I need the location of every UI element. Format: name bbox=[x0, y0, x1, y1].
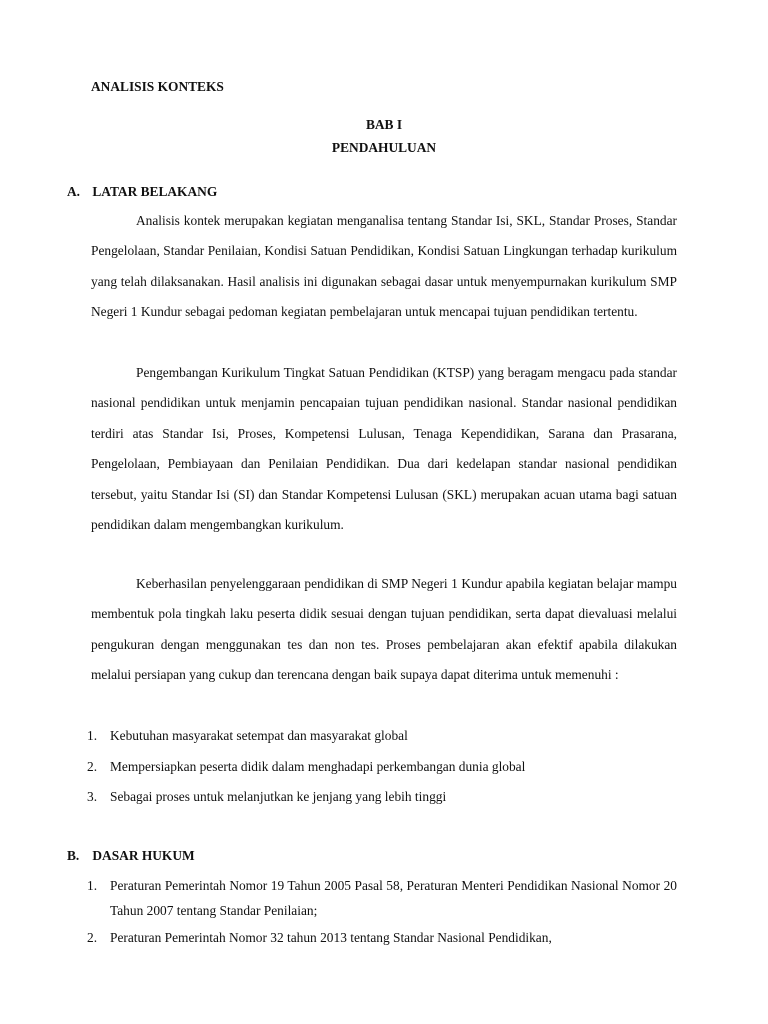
needs-list bbox=[87, 721, 677, 813]
section-b-marker: B. bbox=[67, 848, 80, 863]
list-item: 2. Peraturan Pemerintah Nomor 32 tahun 2013 tentang Standar Nasional Pendidikan, bbox=[87, 930, 552, 945]
list-item: 1. Peraturan Pemerintah Nomor 19 Tahun 2005 Pasal 58, Peraturan Menteri Pendidikan Nasional Nomor 20 Tahun 2007 tentang Standar Penilaian; bbox=[87, 878, 677, 918]
section-a-heading bbox=[67, 184, 217, 200]
chapter-number: BAB I bbox=[365, 117, 403, 132]
paragraph-3: Keberhasilan penyelenggaraan pendidikan di SMP Negeri 1 Kundur apabila kegiatan belajar mampu membentuk pola tingkah laku peserta didik sesuai dengan tujuan pendidikan, serta dapat dievaluasi melalui pengukuran dengan menggunakan tes dan non tes. Proses pembelajaran akan efektif apabila dilakukan melalui persiapan yang cukup dan terencana dengan baik supaya dapat diterima untuk memenuhi : bbox=[91, 576, 677, 683]
paragraph-2: Pengembangan Kurikulum Tingkat Satuan Pendidikan (KTSP) yang beragam mengacu pada standar nasional pendidikan untuk menjamin pencapaian tujuan pendidikan nasional. Standar nasional pendidikan terdiri atas Standar Isi, Proses, Kompetensi Lulusan, Tenaga Kependidikan, Sarana dan Prasarana, Pengelolaan, Pembiayaan dan Penilaian Pendidikan. Dua dari kedelapan standar nasional pendidikan tersebut, yaitu Standar Isi (SI) dan Standar Kompetensi Lulusan (SKL) merupakan acuan utama bagi satuan pendidikan dalam mengembangkan kurikulum. bbox=[91, 365, 677, 533]
legal-basis-list bbox=[87, 874, 677, 954]
document-title: ANALISIS KONTEKS bbox=[91, 79, 224, 94]
list-item: 3. Sebagai proses untuk melanjutkan ke jenjang yang lebih tinggi bbox=[87, 789, 447, 804]
section-a-title: LATAR BELAKANG bbox=[92, 184, 218, 199]
chapter-title: PENDAHULUAN bbox=[331, 140, 437, 155]
section-b-title: DASAR HUKUM bbox=[92, 848, 195, 863]
list-item: 2. Mempersiapkan peserta didik dalam menghadapi perkembangan dunia global bbox=[87, 758, 526, 774]
paragraph-1: Analisis kontek merupakan kegiatan menganalisa tentang Standar Isi, SKL, Standar Proses, Standar Pengelolaan, Standar Penilaian, Kondisi Satuan Pendidikan, Kondisi Satuan Lingkungan terhadap kurikulum yang telah dilaksanakan. Hasil analisis ini digunakan sebagai dasar untuk menyempurnakan kurikulum SMP Negeri 1 Kundur sebagai pedoman kegiatan pembelajaran untuk mencapai tujuan pendidikan tertentu. bbox=[91, 213, 677, 320]
section-b-heading bbox=[67, 848, 195, 864]
list-item: 1. Kebutuhan masyarakat setempat dan masyarakat global bbox=[87, 728, 408, 743]
section-a-marker: A. bbox=[67, 184, 81, 199]
